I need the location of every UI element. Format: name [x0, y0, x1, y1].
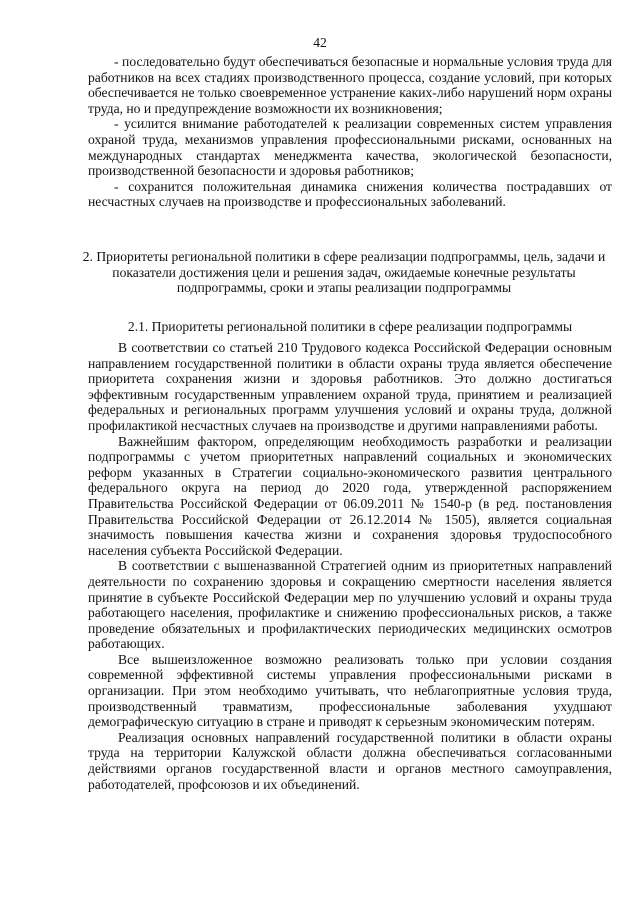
body-paragraph: Все вышеизложенное возможно реализовать только при условии создания современной эффективной системы управления профессиональными рисками в организации. При этом необходимо учитывать, что неблагоприятные условия труда, производственный травматизм, профессиональные заболевания ухудшают демографическую ситуацию в стране и приводят к серьезным экономическим потерям.: [88, 651, 612, 730]
subsection-heading: 2.1. Приоритеты региональной политики в сфере реализации подпрограммы: [127, 319, 573, 334]
page-number: 42: [313, 35, 327, 50]
body-paragraph: В соответствии с вышеназванной Стратегией одним из приоритетных направлений деятельности по сохранению здоровья и сокращению смертности населения является принятие в субъекте Российской Федерации мер по улучшению условий и охраны труда работающего населения, профилактике и снижению профессиональных рисков, а также проведение обязательных и профилактических периодических медицинских осмотров работающих.: [88, 558, 612, 652]
intro-paragraph: - сохранится положительная динамика снижения количества пострадавших от несчастных случаев на производстве и профессиональных заболеваний.: [88, 178, 612, 210]
body-paragraph: Реализация основных направлений государственной политики в области охраны труда на территории Калужской области должна обеспечиваться согласованными действиями органов государственной власти и органов местного самоуправления, работодателей, профсоюзов и их объединений.: [88, 729, 612, 792]
intro-list: [88, 54, 612, 210]
section-body: [88, 340, 612, 792]
body-paragraph: В соответствии со статьей 210 Трудового кодекса Российской Федерации основным направлением государственной политики в области охраны труда является обеспечение приоритета сохранения жизни и здоровья работников. Это должно достигаться эффективным государственным управлением охраной труда, принятием и реализацией федеральных и региональных программ улучшения условий и охраны труда, должной профилактикой несчастных случаев на производстве и другими направлениями работы.: [88, 340, 612, 433]
intro-paragraph: - усилится внимание работодателей к реализации современных систем управления охраной труда, механизмов управления профессиональными рисками, основанных на международных стандартах менеджмента качества, экологической безопасности, производственной безопасности и здоровья работников;: [88, 116, 612, 179]
intro-paragraph: - последовательно будут обеспечиваться безопасные и нормальные условия труда для работников на всех стадиях производственного процесса, создание условий, при которых обеспечивается не только своевременное устранение каких-либо нарушений норм охраны труда, но и предупреждение возможности их возникновения;: [88, 54, 612, 116]
body-paragraph: Важнейшим фактором, определяющим необходимость разработки и реализации подпрограммы с учетом приоритетных направлений социальных и экономических реформ указанных в Стратегии социально-экономического развития центрального федерального округа на период до 2020 года, утвержденной распоряжением Правительства Российской Федерации от 06.09.2011 № 1540-р (в ред. постановления Правительства Российской Федерации от 26.12.2014 № 1505), является социальная значимость повышения качества жизни и сохранения здоровья трудоспособного населения субъекта Российской Федерации.: [88, 433, 612, 558]
section-heading: 2. Приоритеты региональной политики в сфере реализации подпрограммы, цель, задачи и показатели достижения цели и решения задач, ожидаемые конечные результаты подпрограммы, сроки и этапы реализации подпрограммы: [82, 249, 606, 296]
